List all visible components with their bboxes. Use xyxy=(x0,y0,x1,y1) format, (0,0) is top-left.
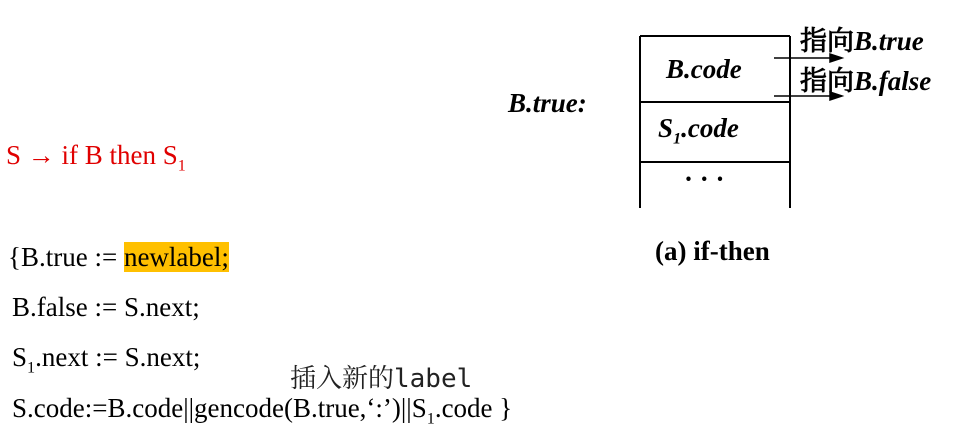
code-line-4-b: .code } xyxy=(434,393,513,423)
cell-s1-s: S xyxy=(658,113,674,143)
diagram-caption: (a) if-then xyxy=(655,236,770,266)
code-line-3-subscript: 1 xyxy=(27,358,36,377)
production-subscript: 1 xyxy=(177,156,186,175)
code-line-4-a: S.code:=B.code||gencode(B.true,‘:’)||S xyxy=(12,393,427,423)
pointer-btrue-prefix: 指向 xyxy=(800,26,854,56)
insert-label-note: 插入新的label xyxy=(290,364,473,394)
cell-s1-subscript: 1 xyxy=(673,129,682,148)
code-line-2: B.false := S.next; xyxy=(12,292,200,322)
code-line-3-s: S xyxy=(12,342,28,372)
code-line-1-text: {B.true := xyxy=(8,242,124,272)
cell-s1-rest: .code xyxy=(681,113,739,143)
production-lhs: S xyxy=(6,140,28,170)
newlabel-highlight: newlabel; xyxy=(123,242,229,272)
production-arrow: → xyxy=(27,140,55,170)
pointer-btrue-target: B.true xyxy=(854,26,924,56)
production-rhs: if B then S xyxy=(54,140,178,170)
pointer-bfalse xyxy=(800,59,931,98)
cell-s1-code xyxy=(658,113,739,148)
pointer-bfalse-target: B.false xyxy=(854,66,932,96)
pointer-btrue xyxy=(800,19,924,58)
cell-bcode: B.code xyxy=(666,54,742,84)
cell-ellipsis: · · · xyxy=(684,164,725,194)
btrue-label: B.true: xyxy=(508,88,587,118)
pointer-bfalse-prefix: 指向 xyxy=(800,66,854,96)
code-line-3-rest: .next := S.next; xyxy=(35,342,201,372)
code-line-4-subscript: 1 xyxy=(426,409,435,428)
